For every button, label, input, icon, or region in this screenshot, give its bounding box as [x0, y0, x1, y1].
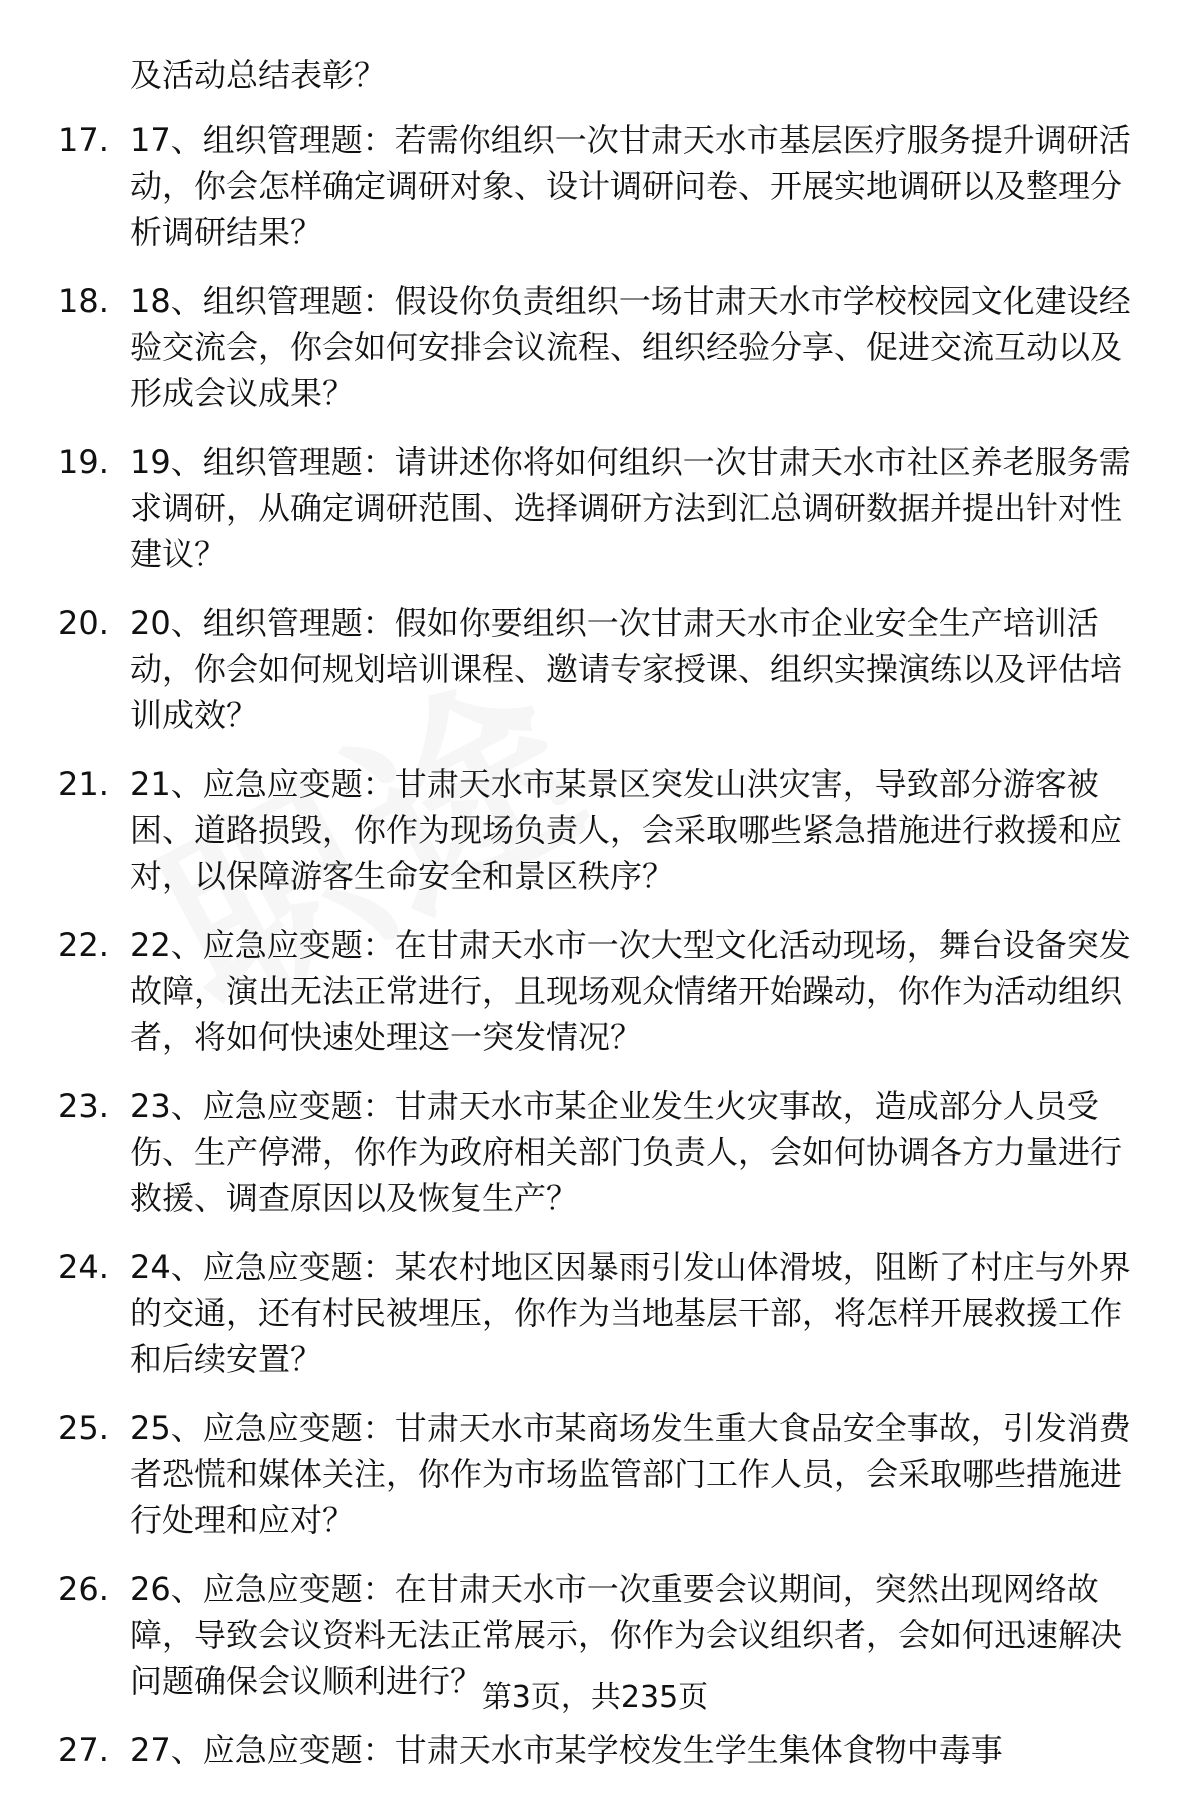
question-text: 23、应急应变题：甘肃天水市某企业发生火灾事故，造成部分人员受伤、生产停滞，你作为政府相关部门负责人，会如何协调各方力量进行救援、调查原因以及恢复生产？	[130, 1087, 1123, 1217]
question-item-22	[0, 922, 1190, 1060]
question-text: 26、应急应变题：在甘肃天水市一次重要会议期间，突然出现网络故障，导致会议资料无法正常展示，你作为会议组织者，会如何迅速解决问题确保会议顺利进行？	[130, 1570, 1123, 1700]
question-item-20	[0, 600, 1190, 738]
question-item-27	[0, 1727, 1190, 1773]
question-item-21	[0, 761, 1190, 899]
question-item-24	[0, 1244, 1190, 1382]
question-item-18	[0, 278, 1190, 416]
question-number: 22.	[58, 926, 109, 964]
question-text: 21、应急应变题：甘肃天水市某景区突发山洪灾害，导致部分游客被困、道路损毁，你作为现场负责人，会采取哪些紧急措施进行救援和应对，以保障游客生命安全和景区秩序？	[130, 765, 1123, 895]
question-text: 19、组织管理题：请讲述你将如何组织一次甘肃天水市社区养老服务需求调研，从确定调研范围、选择调研方法到汇总调研数据并提出针对性建议？	[130, 443, 1131, 573]
page-footer: 第3页，共235页	[481, 1680, 709, 1715]
question-text: 24、应急应变题：某农村地区因暴雨引发山体滑坡，阻断了村庄与外界的交通，还有村民被埋压，你作为当地基层干部，将怎样开展救援工作和后续安置？	[130, 1248, 1131, 1378]
question-text: 18、组织管理题：假设你负责组织一场甘肃天水市学校校园文化建设经验交流会，你会如何安排会议流程、组织经验分享、促进交流互动以及形成会议成果？	[130, 282, 1131, 412]
question-item-23	[0, 1083, 1190, 1221]
question-number: 17.	[58, 121, 109, 159]
question-item-25	[0, 1405, 1190, 1543]
continuation-text: 及活动总结表彰？	[130, 56, 387, 94]
question-item-19	[0, 439, 1190, 577]
question-text: 20、组织管理题：假如你要组织一次甘肃天水市企业安全生产培训活动，你会如何规划培训课程、邀请专家授课、组织实操演练以及评估培训成效？	[130, 604, 1123, 734]
question-number: 23.	[58, 1087, 109, 1125]
question-number: 26.	[58, 1570, 109, 1608]
question-list	[0, 117, 1190, 1796]
question-item-17	[0, 117, 1190, 255]
question-number: 27.	[58, 1731, 109, 1769]
question-number: 24.	[58, 1248, 109, 1286]
question-text: 22、应急应变题：在甘肃天水市一次大型文化活动现场，舞台设备突发故障，演出无法正常进行，且现场观众情绪开始躁动，你作为活动组织者，将如何快速处理这一突发情况？	[130, 926, 1131, 1056]
question-number: 19.	[58, 443, 109, 481]
question-number: 25.	[58, 1409, 109, 1447]
question-text: 25、应急应变题：甘肃天水市某商场发生重大食品安全事故，引发消费者恐慌和媒体关注，你作为市场监管部门工作人员，会采取哪些措施进行处理和应对？	[130, 1409, 1131, 1539]
question-number: 20.	[58, 604, 109, 642]
question-text: 17、组织管理题：若需你组织一次甘肃天水市基层医疗服务提升调研活动，你会怎样确定调研对象、设计调研问卷、开展实地调研以及整理分析调研结果？	[130, 121, 1131, 251]
question-number: 21.	[58, 765, 109, 803]
question-text: 27、应急应变题：甘肃天水市某学校发生学生集体食物中毒事	[130, 1731, 1003, 1769]
question-number: 18.	[58, 282, 109, 320]
